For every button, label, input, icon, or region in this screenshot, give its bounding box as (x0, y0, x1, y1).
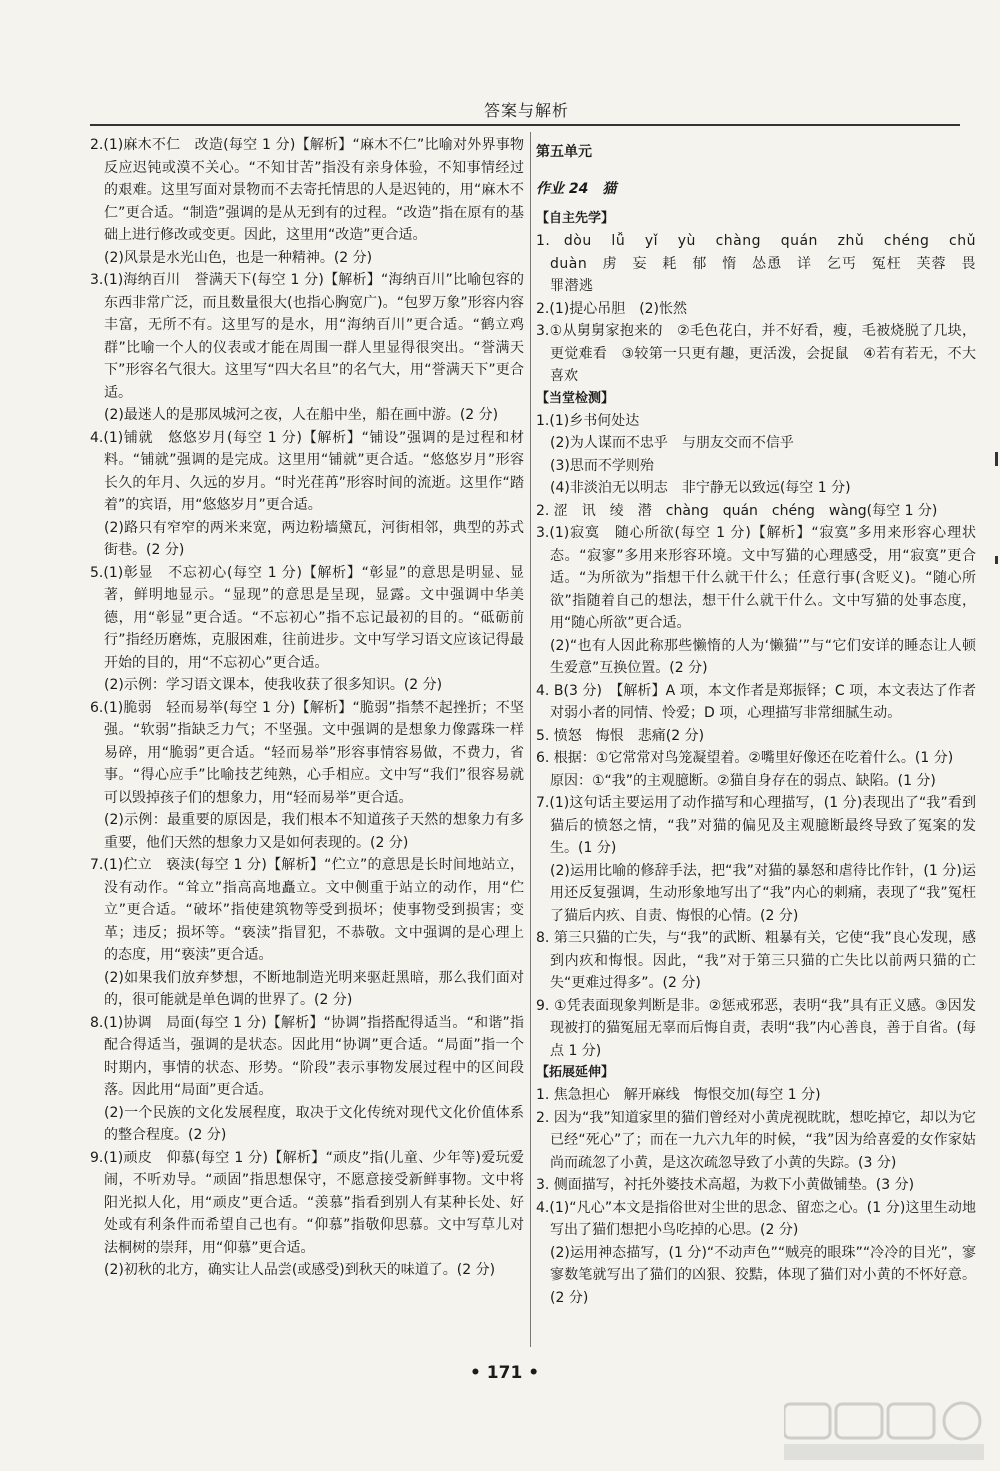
header-title: 答案与解析 (484, 101, 570, 120)
answer-paragraph: 4.(1)“凡心”本文是指俗世对尘世的思念、留恋之心。(1 分)这里生动地写出了猫们想把小鸟吃掉的心思。(2 分) (536, 1199, 976, 1238)
answer-paragraph: (2)风景是水光山色，也是一种精神。(2 分) (104, 249, 373, 266)
answer-paragraph: 4.(1)铺就 悠悠岁月(每空 1 分)【解析】“铺设”强调的是过程和材料。“铺就”强调的是完成。这里用“铺就”更合适。“悠悠岁月”形容长久的年月、久远的岁月。“时光荏苒”形容时间的流逝。这里作“踏着”的宾语，用“悠悠岁月”更合适。 (90, 429, 524, 513)
answer-paragraph: 2.(1)提心吊胆 (2)怅然 (536, 300, 688, 317)
answer-paragraph: 9. ①凭表面现象判断是非。②惩戒邪恶，表明“我”具有正义感。③因发现被打的猫冤屈无辜而后悔自责，表明“我”内心善良，善于自省。(每点 1 分) (536, 997, 976, 1059)
answer-paragraph: 1. 焦急担心 解开麻线 悔恨交加(每空 1 分) (536, 1087, 821, 1103)
answer-paragraph: 9.(1)顽皮 仰慕(每空 1 分)【解析】“顽皮”指(儿童、少年等)爱玩爱闹，不听劝导。“顽固”指思想保守，不愿意接受新鲜事物。文中将阳光拟人化，用“顽皮”更合适。“羡慕”指看到别人有某种长处、好处或有利条件而希望自己也有。“仰慕”指敬仰思慕。文中写草儿对法桐树的崇拜，用“仰慕”更合适。 (90, 1149, 524, 1256)
header-rule (90, 124, 960, 126)
answer-paragraph: 4. B(3 分) 【解析】A 项，本文作者是郑振铎；C 项，本文表达了作者对弱小者的同情、怜爱；D 项，心理描写非常细腻生动。 (536, 682, 976, 721)
edge-mark (995, 556, 998, 564)
answer-paragraph: 7.(1)这句话主要运用了动作描写和心理描写，(1 分)表现出了“我”看到猫后的愤怒之情，“我”对猫的偏见及主观臆断最终导致了冤案的发生。(1 分) (536, 795, 976, 856)
page-header (0, 98, 1000, 124)
answer-paragraph: (2)路只有窄窄的两米来宽，两边粉墙黛瓦，河街相邻，典型的苏式街巷。(2 分) (104, 519, 524, 558)
answer-paragraph: 6.(1)脆弱 轻而易举(每空 1 分)【解析】“脆弱”指禁不起挫折；不坚强。“软弱”指缺乏力气；不坚强。文中强调的是想象力像露珠一样易碎，用“脆弱”更合适。“轻而易举”形容事情容易做，不费力，省事。“得心应手”比喻技艺纯熟，心手相应。文中写“我们”很容易就可以毁掉孩子们的想象力，用“轻而易举”更合适。 (90, 699, 524, 806)
answer-paragraph: 3.(1)海纳百川 誉满天下(每空 1 分)【解析】“海纳百川”比喻包容的东西非常广泛，而且数量很大(也指心胸宽广)。“包罗万象”形容内容丰富，无所不有。这里写的是水，用“海纳百川”更合适。“鹤立鸡群”比喻一个人的仪表或才能在周围一群人里显得很突出。“誉满天下”形容名气很大。这里写“四大名旦”的名气大，用“誉满天下”更合适。 (90, 272, 524, 401)
answer-paragraph: 7.(1)伫立 亵渎(每空 1 分)【解析】“伫立”的意思是长时间地站立，没有动作。“耸立”指高高地矗立。文中侧重于站立的动作，用“伫立”更合适。“破坏”指使建筑物等受到损坏；使事物受到损害；变革；违反；损坏等。“亵渎”指冒犯，不恭敬。文中强调的是心理上的态度，用“亵渎”更合适。 (90, 857, 524, 963)
answer-paragraph: (2)如果我们放弃梦想，不断地制造光明来驱赶黑暗，那么我们面对的，很可能就是单色调的世界了。(2 分) (104, 969, 524, 1008)
answer-paragraph: 3. 侧面描写，衬托外婆技术高超，为救下小黄做铺垫。(3 分) (536, 1177, 915, 1193)
answer-paragraph: 6. 根据：①它常常对鸟笼凝望着。②嘴里好像还在吃着什么。(1 分) (536, 750, 954, 766)
answer-paragraph: (2)示例：最重要的原因是，我们根本不知道孩子天然的想象力有多重要，他们天然的想象力又是如何表现的。(2 分) (104, 812, 524, 851)
answer-paragraph: 2. 因为“我”知道家里的猫们曾经对小黄虎视眈眈，想吃掉它，却以为它已经“死心”了；而在一九六九年的时候，“我”因为给喜爱的女作家姑尚而疏忽了小黄，是这次疏忽导致了小黄的失踪。(3 分) (536, 1109, 976, 1171)
answer-paragraph: 1. dòu lǚ yǐ yù chàng quán zhǔ chéng chǔ duàn 虏 妄 耗 郁 惰 怂恿 详 乞丐 冤枉 芙蓉 畏罪潜逃 (536, 233, 991, 294)
answer-paragraph: (2)“也有人因此称那些懒惰的人为‘懒猫’”与“它们安详的睡态让人顿生爱意”互换位置。(2 分) (550, 637, 976, 676)
answer-paragraph: (2)最迷人的是那凤城河之夜，人在船中坐，船在画中游。(2 分) (104, 407, 499, 423)
column-divider (530, 132, 531, 1347)
answer-paragraph: 5.(1)彰显 不忘初心(每空 1 分)【解析】“彰显”的意思是明显、显著，鲜明地显示。“显现”的意思是呈现，显露。文中强调中华美德，用“彰显”更合适。“不忘初心”指不忘记最初的目的。“砥砺前行”指经历磨炼，克服困难，往前进步。文中写学习语文应该记得最开始的目的，用“不忘初心”更合适。 (90, 564, 524, 671)
answer-paragraph: 2. 涩 讯 绫 潜 chàng quán chéng wàng(每空 1 分) (536, 502, 938, 519)
homework-title: 作业 24 猫 (536, 181, 617, 197)
answer-paragraph: 1.(1)乡书何处达 (536, 412, 640, 429)
section-heading: 【拓展延伸】 (536, 1065, 615, 1080)
section-heading: 【当堂检测】 (536, 390, 615, 406)
answer-paragraph: 3.①从舅舅家抱来的 ②毛色花白，并不好看，瘦，毛被烧脱了几块，更觉难看 ③较第一只更有趣，更活泼，会捉鼠 ④若有若无，不大喜欢 (536, 323, 976, 384)
right-sections (536, 208, 991, 1309)
answer-paragraph: 8.(1)协调 局面(每空 1 分)【解析】“协调”指搭配得适当。“和谐”指配合得适当，强调的是状态。因此用“协调”更合适。“局面”指一个时期内，事情的状态、形势。“阶段”表示事物发展过程中的区间段落。因此用“局面”更合适。 (90, 1014, 524, 1098)
unit-title: 第五单元 (536, 144, 592, 160)
section-heading: 【自主先学】 (536, 211, 615, 226)
answer-paragraph: (2)初秋的北方，确实让人品尝(或感受)到秋天的味道了。(2 分) (104, 1262, 496, 1278)
answer-paragraph: 5. 愤怒 悔恨 悲痛(2 分) (536, 727, 705, 744)
right-column (536, 134, 991, 1309)
answer-paragraph: (2)示例：学习语文课本，使我收获了很多知识。(2 分) (104, 677, 443, 693)
answer-paragraph: (2)运用比喻的修辞手法，把“我”对猫的暴怒和虐待比作针，(1 分)运用还反复强调，生动形象地写出了“我”内心的刺痛，表现了“我”冤枉了猫后内疚、自责、悔恨的心情。(2 分) (550, 862, 976, 924)
answer-paragraph: (3)思而不学则殆 (550, 457, 654, 474)
edge-mark (995, 452, 998, 466)
answer-paragraph: (4)非淡泊无以明志 非宁静无以致远(每空 1 分) (550, 480, 851, 496)
answer-paragraph: (2)一个民族的文化发展程度，取决于文化传统对现代文化价值体系的整合程度。(2 分) (104, 1104, 524, 1143)
answer-paragraph: 8. 第三只猫的亡失，与“我”的武断、粗暴有关，它使“我”良心发现，感到内疚和悔恨。因此，“我”对于第三只猫的亡失比以前两只猫的亡失“更难过得多”。(2 分) (536, 930, 976, 991)
left-column (90, 134, 524, 1282)
page-number: • 171 • (470, 1363, 540, 1383)
watermark-logo (784, 1398, 984, 1464)
answer-paragraph: (2)运用神态描写，(1 分)“不动声色”“贼亮的眼珠”“冷冷的目光”，寥寥数笔就写出了猫们的凶狠、狡黠，体现了猫们对小黄的不怀好意。(2 分) (550, 1244, 976, 1306)
answer-paragraph: 2.(1)麻木不仁 改造(每空 1 分)【解析】“麻木不仁”比喻对外界事物反应迟钝或漠不关心。“不知甘苦”指没有亲身体验，不知事情经过的艰难。这里写面对景物而不去寄托情思的人是迟钝的，用“麻木不仁”更合适。“制造”强调的是从无到有的过程。“改造”指在原有的基础上进行修改或变更。因此，这里用“改造”更合适。 (90, 137, 524, 243)
answer-paragraph: 原因：①“我”的主观臆断。②猫自身存在的弱点、缺陷。(1 分) (550, 772, 936, 789)
answer-paragraph: 3.(1)寂寞 随心所欲(每空 1 分)【解析】“寂寞”多用来形容心理状态。“寂寥”多用来形容环境。文中写猫的心理感受，用“寂寞”更合适。“为所欲为”指想干什么就干什么；任意行事(含贬义)。“随心所欲”指随着自己的想法，想干什么就干什么。文中写猫的处事态度，用“随心所欲”更合适。 (536, 525, 976, 631)
answer-paragraph: (2)为人谋而不忠乎 与朋友交而不信乎 (550, 435, 794, 451)
